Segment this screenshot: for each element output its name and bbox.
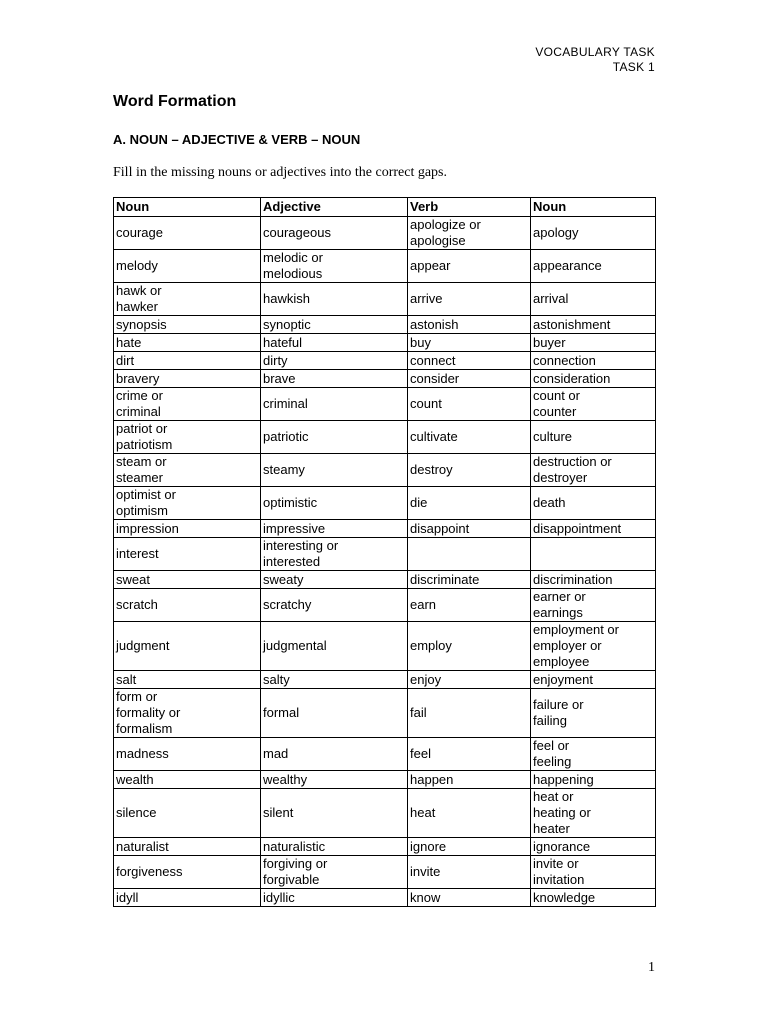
adjective-cell: idyllic	[261, 889, 408, 907]
page-number: 1	[648, 960, 655, 975]
table-row	[114, 454, 656, 487]
noun-cell: madness	[114, 738, 261, 771]
noun-result-cell: connection	[531, 352, 656, 370]
noun-cell: silence	[114, 789, 261, 838]
noun-cell: synopsis	[114, 316, 261, 334]
noun-cell: interest	[114, 538, 261, 571]
table-row	[114, 671, 656, 689]
verb-cell: know	[408, 889, 531, 907]
table-row	[114, 889, 656, 907]
noun-result-cell: heat or heating or heater	[531, 789, 656, 838]
verb-cell: apologize or apologise	[408, 217, 531, 250]
adjective-cell: dirty	[261, 352, 408, 370]
table-row	[114, 352, 656, 370]
noun-result-cell: ignorance	[531, 838, 656, 856]
table-row	[114, 487, 656, 520]
verb-cell: feel	[408, 738, 531, 771]
noun-result-cell: culture	[531, 421, 656, 454]
table-row	[114, 334, 656, 352]
noun-cell: patriot or patriotism	[114, 421, 261, 454]
noun-cell: idyll	[114, 889, 261, 907]
noun-cell: melody	[114, 250, 261, 283]
noun-cell: dirt	[114, 352, 261, 370]
noun-result-cell: consideration	[531, 370, 656, 388]
verb-cell: count	[408, 388, 531, 421]
noun-cell: crime or criminal	[114, 388, 261, 421]
adjective-cell: judgmental	[261, 622, 408, 671]
verb-cell: buy	[408, 334, 531, 352]
adjective-cell: brave	[261, 370, 408, 388]
adjective-cell: naturalistic	[261, 838, 408, 856]
noun-cell: bravery	[114, 370, 261, 388]
table-header-row	[114, 198, 656, 217]
noun-cell: forgiveness	[114, 856, 261, 889]
adjective-cell: impressive	[261, 520, 408, 538]
noun-result-cell: buyer	[531, 334, 656, 352]
header-line-vocabulary-task: VOCABULARY TASK	[535, 45, 655, 59]
noun-result-cell: enjoyment	[531, 671, 656, 689]
table-row	[114, 771, 656, 789]
noun-cell: wealth	[114, 771, 261, 789]
noun-result-cell: appearance	[531, 250, 656, 283]
instructions-text: Fill in the missing nouns or adjectives into the correct gaps.	[113, 165, 447, 180]
noun-cell: naturalist	[114, 838, 261, 856]
adjective-cell: patriotic	[261, 421, 408, 454]
adjective-cell: hateful	[261, 334, 408, 352]
noun-result-cell: disappointment	[531, 520, 656, 538]
verb-cell: earn	[408, 589, 531, 622]
noun-cell: impression	[114, 520, 261, 538]
noun-result-cell: feel or feeling	[531, 738, 656, 771]
noun-cell: steam or steamer	[114, 454, 261, 487]
verb-cell: discriminate	[408, 571, 531, 589]
adjective-cell: synoptic	[261, 316, 408, 334]
table-row	[114, 622, 656, 671]
verb-cell	[408, 538, 531, 571]
noun-cell: hawk or hawker	[114, 283, 261, 316]
adjective-cell: salty	[261, 671, 408, 689]
verb-cell: invite	[408, 856, 531, 889]
verb-cell: astonish	[408, 316, 531, 334]
adjective-cell: forgiving or forgivable	[261, 856, 408, 889]
document-header	[535, 45, 655, 75]
verb-cell: die	[408, 487, 531, 520]
table-row	[114, 250, 656, 283]
noun-result-cell: knowledge	[531, 889, 656, 907]
adjective-cell: steamy	[261, 454, 408, 487]
adjective-cell: scratchy	[261, 589, 408, 622]
table-row	[114, 738, 656, 771]
verb-cell: appear	[408, 250, 531, 283]
column-header-adjective: Adjective	[261, 198, 408, 217]
noun-cell: salt	[114, 671, 261, 689]
column-header-verb: Verb	[408, 198, 531, 217]
noun-result-cell: failure or failing	[531, 689, 656, 738]
verb-cell: ignore	[408, 838, 531, 856]
verb-cell: consider	[408, 370, 531, 388]
adjective-cell: formal	[261, 689, 408, 738]
adjective-cell: wealthy	[261, 771, 408, 789]
word-formation-table	[113, 197, 656, 907]
adjective-cell: interesting or interested	[261, 538, 408, 571]
adjective-cell: courageous	[261, 217, 408, 250]
noun-cell: judgment	[114, 622, 261, 671]
noun-cell: optimist or optimism	[114, 487, 261, 520]
table-row	[114, 421, 656, 454]
noun-result-cell	[531, 538, 656, 571]
adjective-cell: optimistic	[261, 487, 408, 520]
verb-cell: cultivate	[408, 421, 531, 454]
verb-cell: heat	[408, 789, 531, 838]
table-row	[114, 538, 656, 571]
section-title: A. NOUN – ADJECTIVE & VERB – NOUN	[113, 132, 361, 147]
verb-cell: employ	[408, 622, 531, 671]
adjective-cell: mad	[261, 738, 408, 771]
table-row	[114, 316, 656, 334]
noun-cell: hate	[114, 334, 261, 352]
table-body	[114, 217, 656, 907]
noun-result-cell: destruction or destroyer	[531, 454, 656, 487]
noun-result-cell: happening	[531, 771, 656, 789]
table-row	[114, 571, 656, 589]
table-row	[114, 370, 656, 388]
table-row	[114, 689, 656, 738]
verb-cell: happen	[408, 771, 531, 789]
adjective-cell: criminal	[261, 388, 408, 421]
noun-result-cell: death	[531, 487, 656, 520]
adjective-cell: silent	[261, 789, 408, 838]
noun-result-cell: employment or employer or employee	[531, 622, 656, 671]
adjective-cell: hawkish	[261, 283, 408, 316]
noun-cell: scratch	[114, 589, 261, 622]
page-title: Word Formation	[113, 93, 237, 110]
verb-cell: arrive	[408, 283, 531, 316]
verb-cell: disappoint	[408, 520, 531, 538]
table-row	[114, 520, 656, 538]
table-row	[114, 589, 656, 622]
noun-result-cell: discrimination	[531, 571, 656, 589]
noun-result-cell: astonishment	[531, 316, 656, 334]
noun-cell: courage	[114, 217, 261, 250]
noun-result-cell: arrival	[531, 283, 656, 316]
table-row	[114, 217, 656, 250]
table-row	[114, 283, 656, 316]
table-row	[114, 856, 656, 889]
noun-result-cell: earner or earnings	[531, 589, 656, 622]
noun-result-cell: apology	[531, 217, 656, 250]
verb-cell: connect	[408, 352, 531, 370]
adjective-cell: sweaty	[261, 571, 408, 589]
noun-result-cell: count or counter	[531, 388, 656, 421]
verb-cell: fail	[408, 689, 531, 738]
verb-cell: destroy	[408, 454, 531, 487]
table-row	[114, 789, 656, 838]
noun-cell: form or formality or formalism	[114, 689, 261, 738]
noun-result-cell: invite or invitation	[531, 856, 656, 889]
table-row	[114, 838, 656, 856]
table-row	[114, 388, 656, 421]
column-header-noun-2: Noun	[531, 198, 656, 217]
header-line-task-number: TASK 1	[612, 60, 655, 74]
column-header-noun: Noun	[114, 198, 261, 217]
adjective-cell: melodic or melodious	[261, 250, 408, 283]
verb-cell: enjoy	[408, 671, 531, 689]
noun-cell: sweat	[114, 571, 261, 589]
